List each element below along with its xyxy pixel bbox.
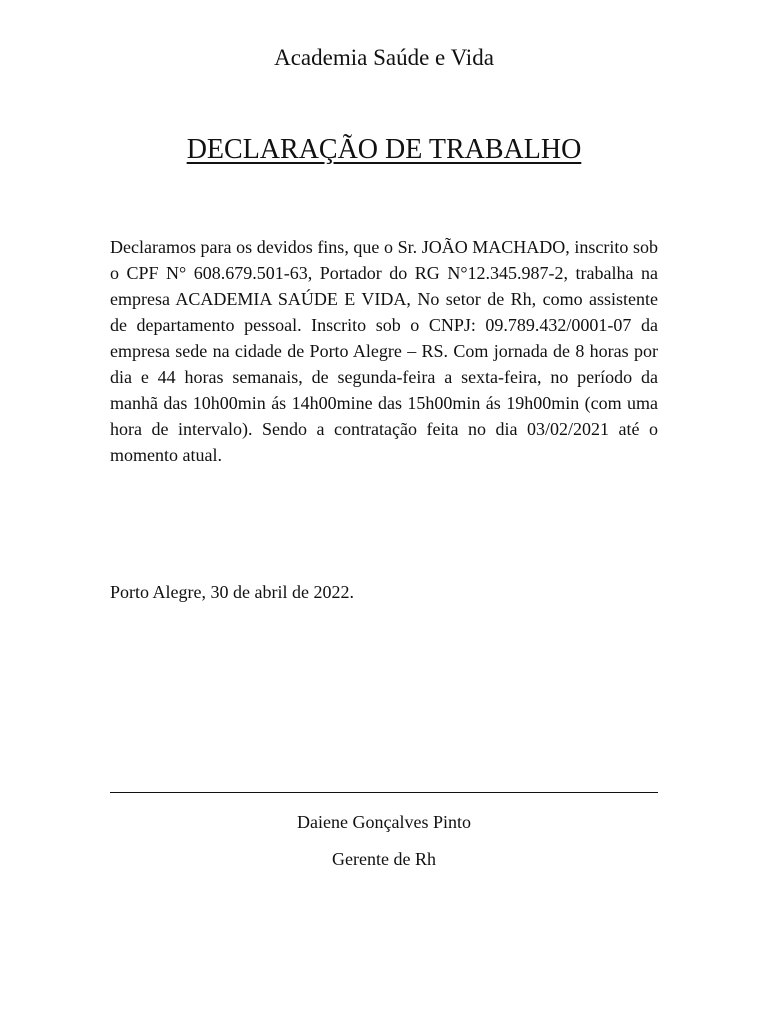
- signature-line: [110, 792, 658, 793]
- signer-role: Gerente de Rh: [332, 849, 436, 869]
- signer-name: Daiene Gonçalves Pinto: [297, 812, 471, 832]
- place-and-date: Porto Alegre, 30 de abril de 2022.: [110, 582, 354, 602]
- document-title: DECLARAÇÃO DE TRABALHO: [186, 134, 582, 165]
- declaration-paragraph: Declaramos para os devidos fins, que o Sr. JOÃO MACHADO, inscrito sob o CPF N° 608.679.501-63, Portador do RG N°12.345.987-2, trabalha na empresa ACADEMIA SAÚDE E VIDA, No setor de Rh, como assistente de departamento pessoal. Inscrito sob o CNPJ: 09.789.432/0001-07 da empresa sede na cidade de Porto Alegre – RS. Com jornada de 8 horas por dia e 44 horas semanais, de segunda-feira a sexta-feira, no período da manhã das 10h00min ás 14h00mine das 15h00min ás 19h00min (com uma hora de intervalo). Sendo a contratação feita no dia 03/02/2021 até o momento atual.: [110, 237, 658, 465]
- company-name: Academia Saúde e Vida: [274, 45, 494, 70]
